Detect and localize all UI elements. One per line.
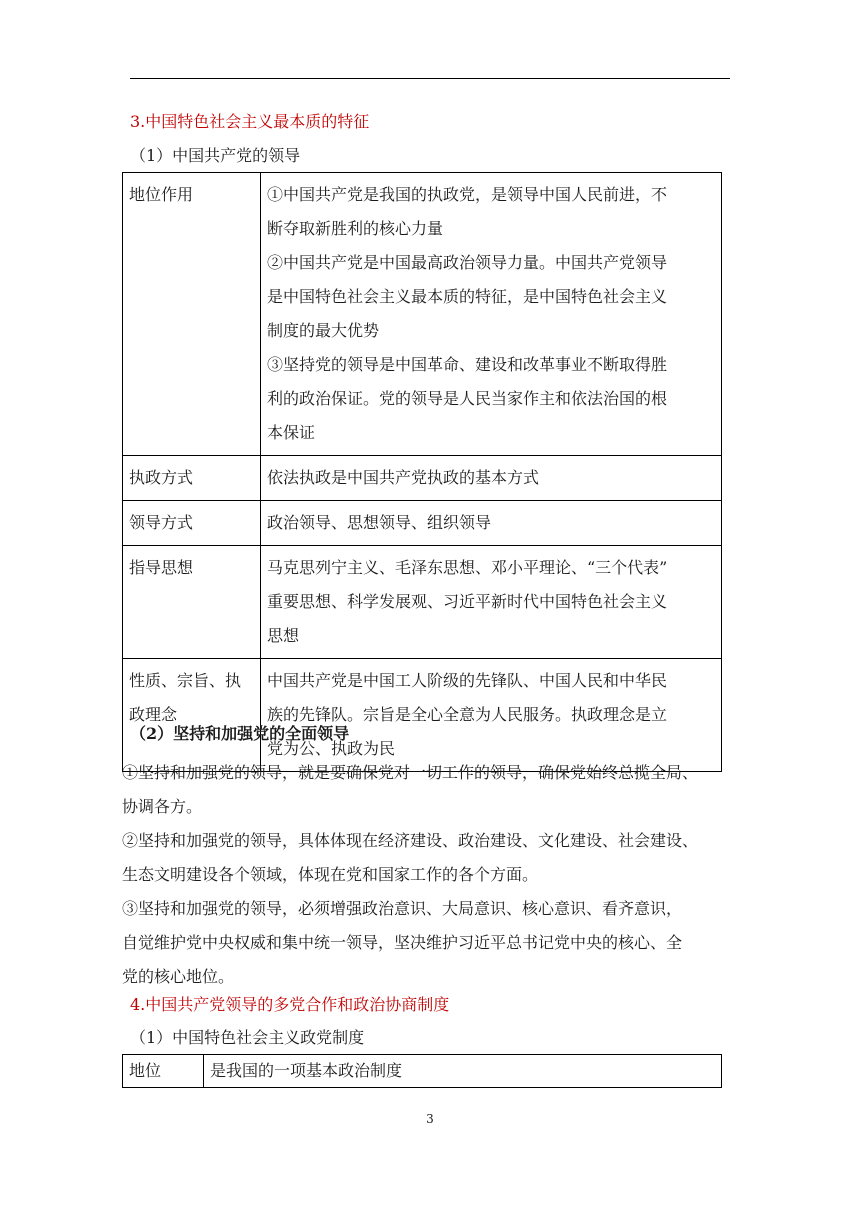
party-system-table [122, 1054, 722, 1088]
cell-line: ③坚持党的领导是中国革命、建设和改革事业不断取得胜 [267, 355, 668, 374]
section-3-subheading-2: （2）坚持和加强党的全面领导 [130, 724, 350, 743]
table-value-cell [261, 173, 722, 456]
table-value-cell [261, 659, 722, 772]
header-rule [130, 78, 730, 79]
cell-line: 党为公、执政为民 [267, 739, 396, 758]
table-row [123, 173, 722, 456]
table-row [123, 456, 722, 501]
party-leadership-table [122, 172, 722, 772]
cell-line: 利的政治保证。党的领导是人民当家作主和依法治国的根 [267, 389, 668, 408]
paragraph-line: ①坚持和加强党的领导，就是要确保党对一切工作的领导，确保党始终总揽全局、 [122, 763, 699, 782]
paragraph-1 [122, 756, 732, 824]
table-value-cell: 是我国的一项基本政治制度 [204, 1055, 722, 1088]
cell-line: 族的先锋队。宗旨是全心全意为人民服务。执政理念是立 [267, 705, 668, 724]
cell-line: 本保证 [267, 423, 316, 442]
paragraph-line: ②坚持和加强党的领导，具体体现在经济建设、政治建设、文化建设、社会建设、 [122, 831, 699, 850]
cell-line: ①中国共产党是我国的执政党，是领导中国人民前进，不 [267, 185, 668, 204]
table-row [123, 501, 722, 546]
table-key-cell: 地位 [123, 1055, 204, 1088]
cell-line: 马克思列宁主义、毛泽东思想、邓小平理论、“三个代表” [267, 558, 668, 577]
section-4-title: 4.中国共产党领导的多党合作和政治协商制度 [130, 995, 450, 1014]
cell-line: 依法执政是中国共产党执政的基本方式 [267, 468, 540, 487]
paragraph-line: 协调各方。 [122, 797, 203, 816]
paragraph-line: ③坚持和加强党的领导，必须增强政治意识、大局意识、核心意识、看齐意识， [122, 899, 683, 918]
paragraph-line: 生态文明建设各个领域，体现在党和国家工作的各个方面。 [122, 865, 539, 884]
cell-line: 思想 [267, 626, 300, 645]
table-row [123, 1055, 722, 1088]
table-value-cell [261, 501, 722, 546]
table-key-cell: 执政方式 [123, 456, 261, 501]
cell-line: 性质、宗旨、执 [129, 671, 242, 690]
cell-line: 制度的最大优势 [267, 321, 380, 340]
paragraph-line: 自觉维护党中央权威和集中统一领导，坚决维护习近平总书记党中央的核心、全 [122, 933, 683, 952]
page-number: 3 [426, 1112, 434, 1126]
section-3-subheading-1: （1）中国共产党的领导 [130, 146, 301, 165]
section-4-subheading-1: （1）中国特色社会主义政党制度 [130, 1028, 365, 1047]
cell-line: 政理念 [129, 705, 178, 724]
table-key-cell: 指导思想 [123, 546, 261, 659]
table-key-cell: 领导方式 [123, 501, 261, 546]
cell-line: 是中国特色社会主义最本质的特征，是中国特色社会主义 [267, 287, 668, 306]
paragraph-3 [122, 892, 732, 994]
cell-line: 断夺取新胜利的核心力量 [267, 219, 444, 238]
table-row [123, 659, 722, 772]
cell-line: 政治领导、思想领导、组织领导 [267, 513, 492, 532]
cell-line: 重要思想、科学发展观、习近平新时代中国特色社会主义 [267, 592, 668, 611]
table-value-cell [261, 546, 722, 659]
table-value-cell [261, 456, 722, 501]
cell-line: 中国共产党是中国工人阶级的先锋队、中国人民和中华民 [267, 671, 668, 690]
table-row [123, 546, 722, 659]
cell-line: ②中国共产党是中国最高政治领导力量。中国共产党领导 [267, 253, 668, 272]
paragraph-line: 党的核心地位。 [122, 967, 235, 986]
section-3-title: 3.中国特色社会主义最本质的特征 [130, 112, 370, 131]
table-key-cell [123, 659, 261, 772]
paragraph-2 [122, 824, 732, 892]
table-key-cell: 地位作用 [123, 173, 261, 456]
